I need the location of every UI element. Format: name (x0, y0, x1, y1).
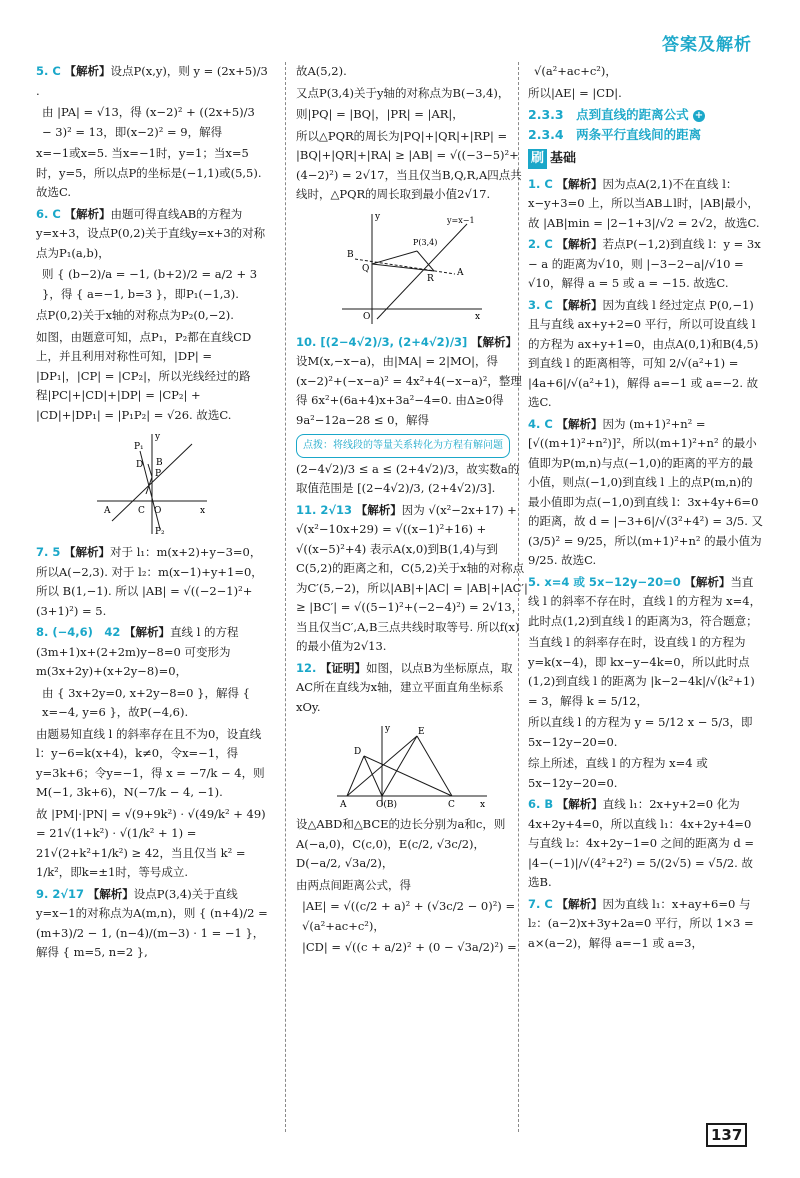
paragraph: 当直线 l 的斜率存在时，设直线 l 的方程为 y=k(x−4)，即 kx−y−4k=0，所以此时点(1,2)到直线 l 的距离为 |k−2−4k|/√(k²+1) = 3，解得 k = 5/12， (528, 635, 755, 708)
label-y: y (155, 432, 161, 442)
answer-4: 4. C 【解析】因为 (m+1)²+n² = [√((m+1)²+n²)]²，所以(m+1)²+n² 的最小值即为P(m,n)与点(−1,0)的距离的平方的最小值，则点(−1,0)到直线 l 上的点P(m,n)的最小值即为点(−1,0)到直线 l：3x+4y+6=0 的距离，故 d = |−3+6|/√(3²+4²) = 3/5. 又(3/5)² = 9/25，所以(m+1)²+n² 的最小值为 9/25. 故选C. (528, 416, 764, 567)
label-O: O (363, 311, 371, 322)
label-x: x (200, 506, 206, 516)
answer-5b: 5. x=4 或 5x−12y−20=0 【解析】当直线 l 的斜率不存在时，直线 l 的方程为 x=4，此时点(1,2)到直线 l 的距离为3，符合题意； (528, 574, 762, 628)
label-C: C (138, 506, 145, 516)
answer-12: 12. 【证明】如图，以点B为坐标原点，取AC所在直线为x轴，建立平面直角坐标系xOy. (296, 660, 513, 714)
answer-1: 1. C 【解析】因为点A(2,1)不在直线 l：x−y+3=0 上，所以当AB⊥l时，|AB|最小，故 |AB|min = |2−1+3|/√2 = 2√2，故选C. (528, 176, 760, 230)
figure-6-diagram (92, 429, 212, 539)
figure-12-diagram (332, 721, 492, 811)
hint-note: 点拨：将线段的等量关系转化为方程有解问题 (296, 434, 510, 458)
label-B: B (347, 249, 354, 260)
label-OB: O(B) (376, 800, 398, 810)
answer-3: 3. C 【解析】因为直线 l 经过定点 P(0,−1) 且与直线 ax+y+2=0 平行，所以可设直线 l 的方程为 ax+y+1=0，由点A(0,1)和B(4,5)到直线 l 的距离相等，可知 2/√(a²+1) = |4a+6|/√(a²+1)，解得 a=−1 或 a=−2. 故选C. (528, 297, 759, 409)
paragraph: 所以直线 l 的方程为 y = 5/12 x − 5/3，即 5x−12y−20=0. (528, 715, 753, 749)
answer-2: 2. C 【解析】若点P(−1,2)到直线 l：y = 3x − a 的距离为√10，则 |−3−2−a|/√10 = √10，解得 a = 5 或 a = −15. 故选C. (528, 237, 761, 290)
answer-8: 8. (−4,6) 42 【解析】直线 l 的方程(3m+1)x+(2+2m)y−8=0 可变形为 m(3x+2y)+(x+2y−8)=0， (36, 625, 239, 678)
paragraph: 所以|AE| = |CD|. (528, 85, 622, 100)
paragraph: 则 { (b−2)/a = −1, (b+2)/2 = a/2 + 3 }，得 { a=−1, b=3 }，即P₁(−1,3). (42, 267, 258, 301)
answer-5: 5. C 【解析】设点P(x,y)，则 y = (2x+5)/3 . (36, 64, 268, 98)
label-x: x (480, 800, 486, 810)
answer-11: 11. 2√13 【解析】因为 √(x²−2x+17) + √(x²−10x+29) = √((x−1)²+16) + √((x−5)²+4) 表示A(x,0)到B(1,4)与到C(5,2)的距离之和，C(5,2)关于x轴的对称点为C′(5,−2)，所以|AB|+|AC| = |AB|+|AC′| ≥ |BC′| = √((5−1)²+(−2−4)²) = 2√13，当且仅当C′,A,B三点共线时取等号. 所以f(x)的最小值为2√13. (296, 502, 528, 653)
label-P2: P₂ (155, 527, 165, 537)
paragraph: 点P(0,2)关于x轴的对称点为P₂(0,−2). (36, 308, 234, 322)
answer-9: 9. 2√17 【解析】设点P(3,4)关于直线y=x−1的对称点为A(m,n)，则 { (n+4)/2 = (m+3)/2 − 1, (n−4)/(m−3) · 1 = −1 }，解得 { m=5, n=2 }, (36, 886, 268, 959)
paragraph: √(a²+ac+c²)， (534, 64, 617, 78)
label-E: E (418, 727, 425, 737)
plus-icon: + (694, 109, 704, 121)
paragraph: 由题易知直线 l 的斜率存在且不为0，设直线 l：y−6=k(x+4)，k≠0，令x=−1，得y=3k+6；令y=−1，得 x = −7/k − 4，则 M(−1, 3k+6)，N(−7/k − 4, −1). (36, 726, 265, 799)
paragraph: 又点P(3,4)关于y轴的对称点为B(−3,4)， (296, 85, 510, 100)
label-O: O (154, 506, 162, 516)
label-A: A (104, 506, 111, 516)
label-P1: P₁ (134, 442, 144, 452)
answer-7b: 7. C 【解析】因为直线 l₁：x+ay+6=0 与 l₂：(a−2)x+3y+2a=0 平行，所以 1×3 = a×(a−2)，解得 a=−1 或 a=3， (528, 896, 754, 950)
page-number: 137 (706, 1123, 747, 1147)
paragraph: 设△ABD和△BCE的边长分别为a和c，则A(−a,0)，C(c,0)，E(c/2, √3c/2)，D(−a/2, √3a/2)， (296, 817, 506, 870)
column-1 (36, 62, 268, 965)
label-Q: Q (362, 263, 370, 274)
figure-9-diagram (337, 209, 487, 329)
label-x: x (475, 311, 481, 322)
paragraph: (2−4√2)/3 ≤ a ≤ (2+4√2)/3，故实数a的取值范围是 [(2−4√2)/3, (2+4√2)/3]. (296, 461, 520, 495)
label-D: D (354, 747, 362, 757)
section-heading-2-3-4: 2.3.4 两条平行直线间的距离 (528, 127, 702, 142)
label-P: P (155, 469, 162, 479)
label-y: y (385, 724, 391, 734)
label-line: y=x−1 (447, 215, 475, 225)
paragraph: 所以△PQR的周长为|PQ|+|QR|+|RP| = |BQ|+|QR|+|RA| ≥ |AB| = √((−3−5)²+(4−2)²) = 2√17，当且仅当B,Q,R,A四点共线时，△PQR的周长取到最小值2√17. (296, 128, 522, 201)
answer-6b: 6. B 【解析】直线 l₁：2x+y+2=0 化为 4x+2y+4=0，所以直线 l₁：4x+2y+4=0 与直线 l₂：4x+2y−1=0 之间的距离为 d = |4−(−1)|/√(4²+2²) = 5/(2√5) = √5/2. 故选B. (528, 797, 755, 889)
paragraph: 则|PQ| = |BQ|，|PR| = |AR|， (296, 107, 464, 121)
paragraph: |AE| = √((c/2 + a)² + (√3c/2 − 0)²) = √(a²+ac+c²)， (302, 899, 516, 933)
paragraph: 综上所述，直线 l 的方程为 x=4 或 5x−12y−20=0. (528, 756, 708, 790)
column-2 (296, 62, 528, 960)
label-R: R (427, 273, 434, 284)
label-C: C (448, 800, 455, 810)
label-B: B (156, 458, 163, 468)
answer-6: 6. C 【解析】由题可得直线AB的方程为y=x+3，设点P(0,2)关于直线y=x+3的对称点为P₁(a,b)， (36, 206, 266, 260)
page-header-title: 答案及解析 (662, 35, 752, 55)
answer-10: 10. [(2−4√2)/3, (2+4√2)/3] 【解析】设M(x,−x−a)，由|MA| = 2|MO|，得(x−2)²+(−x−a)² = 4x²+4(−x−a)²，整理得 6x²+(6a+4)x+3a²−4=0. 由Δ≥0得 9a²−12a−28 ≤ 0，解得 (296, 334, 522, 427)
section-heading-2-3-3: 2.3.3 点到直线的距离公式 + (528, 107, 704, 122)
label-A: A (340, 800, 347, 810)
label-A: A (457, 267, 464, 278)
brush-badge: 刷 (528, 149, 547, 169)
basic-label: 刷 基础 (528, 149, 764, 169)
label-D: D (136, 460, 144, 470)
label-P: P(3,4) (413, 237, 438, 247)
paragraph: 故A(5,2). (296, 64, 347, 78)
paragraph: |CD| = √((c + a/2)² + (0 − √3a/2)²) = (302, 940, 517, 954)
column-3 (528, 62, 764, 955)
paragraph: 故 |PM|·|PN| = √(9+9k²) · √(49/k² + 49) = 21√(1+k²) · √(1/k² + 1) = 21√(2+k²+1/k²) ≥ 42，当且仅当 k² = 1/k²，即k=±1时，等号成立. (36, 806, 266, 879)
answer-7: 7. 5 【解析】对于 l₁：m(x+2)+y−3=0，所以A(−2,3). 对于 l₂：m(x−1)+y+1=0，所以 B(1,−1). 所以 |AB| = √((−2−1)²+(3+1)²) = 5. (36, 545, 263, 618)
label-y: y (375, 211, 381, 222)
paragraph: 由 |PA| = √13，得 (x−2)² + ((2x+5)/3 − 3)² = 13，即(x−2)² = 9，解得 (42, 105, 255, 139)
paragraph: 如图，由题意可知，点P₁，P₂都在直线CD上，并且利用对称性可知，|DP| = |DP₁|，|CP| = |CP₂|，所以光线经过的路程|PC|+|CD|+|DP| = |CP₂| + |CD|+|DP₁| = |P₁P₂| = √26. 故选C. (36, 329, 252, 422)
paragraph: 由两点间距离公式，得 (296, 877, 411, 892)
paragraph: 由 { 3x+2y=0, x+2y−8=0 }，解得 { x=−4, y=6 }，故P(−4,6). (42, 685, 250, 719)
paragraph: x=−1或x=5. 当x=−1时，y=1；当x=5时，y=5，所以点P的坐标是(−1,1)或(5,5). 故选C. (36, 146, 262, 199)
column-divider (285, 62, 286, 1132)
